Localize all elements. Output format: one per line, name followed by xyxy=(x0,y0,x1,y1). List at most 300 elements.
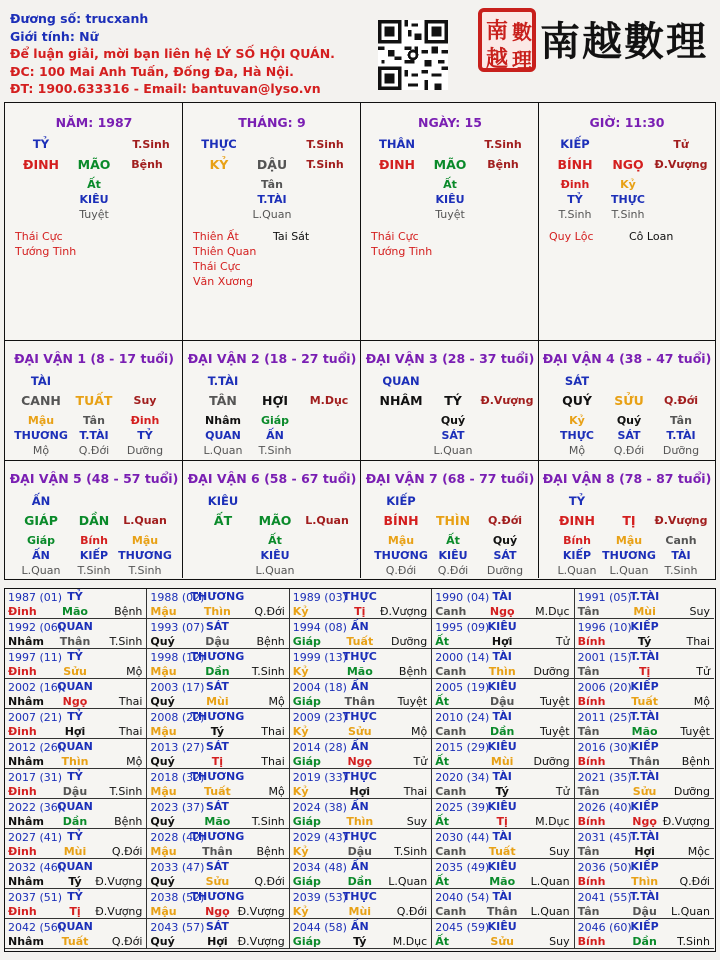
year-state: Q.Đới xyxy=(679,875,710,888)
pillar-state: T.Sinh xyxy=(306,158,344,171)
year-cell xyxy=(575,619,714,649)
hidden-state: T.Sinh xyxy=(664,564,698,577)
hidden-god: ẤN xyxy=(266,429,284,442)
hidden-state: Dưỡng xyxy=(486,564,524,577)
year-branch: Thân xyxy=(59,635,91,648)
year-cell xyxy=(575,799,714,829)
pillar-god: THỰC xyxy=(201,137,237,151)
hidden-stem: Mậu xyxy=(615,534,643,547)
year-stem: Tân xyxy=(577,665,600,678)
year-stem: Tân xyxy=(577,725,600,738)
year-branch: Tuất xyxy=(346,635,374,648)
year-label: 1988 (02) xyxy=(150,591,205,604)
year-cell xyxy=(147,769,289,799)
year-branch: Tuất xyxy=(631,695,658,708)
annual-luck-table xyxy=(4,588,716,952)
hidden-state: Q.Đới xyxy=(385,564,417,577)
star-note: Thái Cực xyxy=(371,230,419,243)
year-stem: Kỷ xyxy=(292,845,309,858)
dai-van-title: ĐẠI VẬN 6 (58 - 67 tuổi) xyxy=(187,471,357,486)
year-branch: Mùi xyxy=(63,845,87,858)
year-label: 2030 (44) xyxy=(435,831,490,844)
year-cell xyxy=(147,889,289,919)
year-branch: Mùi xyxy=(206,695,229,708)
year-stem: Kỷ xyxy=(292,905,309,918)
year-state: Thai xyxy=(686,635,710,648)
year-cell xyxy=(5,619,147,649)
hidden-state: L.Quan xyxy=(255,564,295,577)
pillar-title: NĂM: 1987 xyxy=(55,115,133,130)
pillar-god: KIẾP xyxy=(560,137,590,151)
year-cell xyxy=(5,679,147,709)
year-state: Q.Đới xyxy=(254,605,285,618)
year-ten-god: SÁT xyxy=(205,800,229,813)
year-label: 2029 (43) xyxy=(292,831,347,844)
year-ten-god: T.TÀI xyxy=(629,710,660,723)
year-stem: Giáp xyxy=(292,635,321,648)
year-stem: Quý xyxy=(150,695,175,708)
year-stem: Canh xyxy=(435,845,467,858)
year-stem: Bính xyxy=(577,815,606,828)
year-branch: Dậu xyxy=(62,785,88,798)
year-cell xyxy=(5,709,147,739)
hidden-stem: Ất xyxy=(446,534,460,547)
year-ten-god: THƯƠNG xyxy=(190,830,245,843)
year-branch: Thân xyxy=(629,755,660,768)
year-cell xyxy=(290,889,432,919)
year-ten-god: KIẾP xyxy=(630,680,659,693)
year-ten-god: KIÊU xyxy=(487,860,517,873)
year-cell xyxy=(432,889,574,919)
year-stem: Nhâm xyxy=(8,815,44,828)
year-branch: Sửu xyxy=(632,785,657,798)
dai-van-title: ĐẠI VẬN 4 (38 - 47 tuổi) xyxy=(542,351,712,366)
year-ten-god: THỰC xyxy=(342,710,377,723)
header-info xyxy=(10,10,335,98)
hidden-state: L.Quan xyxy=(433,444,473,457)
year-cell xyxy=(5,739,147,769)
year-stem: Ất xyxy=(435,815,449,828)
year-state: Thai xyxy=(261,725,285,738)
year-label: 2007 (21) xyxy=(8,711,63,724)
year-ten-god: TỶ xyxy=(67,770,83,783)
year-cell xyxy=(575,679,714,709)
year-stem: Bính xyxy=(577,635,606,648)
year-state: Tử xyxy=(555,785,570,798)
year-branch: Hợi xyxy=(491,635,513,648)
pillar-can: KỶ xyxy=(209,157,229,172)
year-ten-god: KIÊU xyxy=(487,620,517,633)
year-label: 2016 (30) xyxy=(577,741,632,754)
star-note: Thái Cực xyxy=(193,260,241,273)
year-cell xyxy=(147,679,289,709)
hidden-god: THỰC xyxy=(611,193,645,206)
year-label: 2036 (50) xyxy=(577,861,632,874)
year-cell xyxy=(575,829,714,859)
year-ten-god: THỰC xyxy=(342,590,377,603)
hidden-state: L.Quan xyxy=(21,564,61,577)
year-ten-god: KIẾP xyxy=(630,620,659,633)
year-branch: Tị xyxy=(211,755,224,768)
year-label: 2001 (15) xyxy=(577,651,632,664)
year-ten-god: QUAN xyxy=(57,860,93,873)
year-branch: Thân xyxy=(486,905,518,918)
year-stem: Kỷ xyxy=(292,665,309,678)
year-state: L.Quan xyxy=(530,905,570,918)
hidden-god: T.TÀI xyxy=(257,193,287,206)
star-note: Thái Cực xyxy=(15,230,63,243)
year-stem: Đinh xyxy=(8,725,37,738)
pillar-title: GIỜ: 11:30 xyxy=(589,115,665,130)
year-branch: Tị xyxy=(69,905,81,918)
year-ten-god: SÁT xyxy=(205,680,229,693)
year-label: 2003 (17) xyxy=(150,681,205,694)
pillar-can: BÍNH xyxy=(557,157,593,172)
hidden-stem: Quý xyxy=(616,414,642,427)
year-state: Dưỡng xyxy=(533,755,570,768)
year-cell xyxy=(575,769,714,799)
year-cell xyxy=(575,889,714,919)
year-ten-god: KIẾP xyxy=(630,860,659,873)
year-state: Bệnh xyxy=(256,635,285,648)
hidden-stem: Kỷ xyxy=(620,178,636,191)
dai-van-god: T.TÀI xyxy=(207,374,239,388)
year-ten-god: T.TÀI xyxy=(629,830,660,843)
year-branch: Dần xyxy=(347,875,372,888)
year-ten-god: QUAN xyxy=(57,800,93,813)
year-stem: Canh xyxy=(435,905,467,918)
hidden-god: THƯƠNG xyxy=(602,549,656,562)
year-branch: Mão xyxy=(489,875,516,888)
hidden-state: T.Sinh xyxy=(128,564,162,577)
dai-van-god: QUAN xyxy=(382,374,420,388)
pillar-can: ĐINH xyxy=(22,157,60,172)
year-branch: Mão xyxy=(62,605,88,618)
year-state: Q.Đới xyxy=(254,875,285,888)
year-label: 2045 (59) xyxy=(435,921,490,934)
year-stem: Bính xyxy=(577,875,606,888)
phone-email: ĐT: 1900.633316 - Email: bantuvan@lyso.vn xyxy=(10,81,321,96)
year-label: 2046 (60) xyxy=(577,921,632,934)
year-branch: Thìn xyxy=(346,815,374,828)
hidden-god: TỶ xyxy=(137,429,153,442)
year-cell xyxy=(5,919,147,949)
year-label: 1987 (01) xyxy=(8,591,63,604)
year-ten-god: QUAN xyxy=(57,920,93,933)
hidden-god: KIÊU xyxy=(435,193,465,206)
year-stem: Đinh xyxy=(8,845,37,858)
dai-van-chi: TỊ xyxy=(622,513,636,528)
dai-van-chi: SỬU xyxy=(614,393,644,408)
year-branch: Tị xyxy=(354,605,366,618)
year-label: 2038 (52) xyxy=(150,891,205,904)
year-label: 1997 (11) xyxy=(8,651,63,664)
hidden-state: Q.Đới xyxy=(613,444,645,457)
year-label: 2009 (23) xyxy=(292,711,347,724)
year-label: 2041 (55) xyxy=(577,891,632,904)
star-note: Thiên Quan xyxy=(193,245,257,258)
year-stem: Quý xyxy=(150,635,175,648)
year-cell xyxy=(5,589,147,619)
year-state: Q.Đới xyxy=(111,935,143,948)
year-state: L.Quan xyxy=(671,905,710,918)
year-branch: Sửu xyxy=(348,725,372,738)
year-stem: Quý xyxy=(150,755,175,768)
year-ten-god: THƯƠNG xyxy=(190,590,245,603)
hidden-stem: Ất xyxy=(87,178,101,191)
hidden-god: KIÊU xyxy=(438,549,468,562)
year-state: T.Sinh xyxy=(251,815,285,828)
year-state: Thai xyxy=(118,695,143,708)
year-ten-god: TỶ xyxy=(67,650,83,663)
year-label: 2000 (14) xyxy=(435,651,490,664)
hidden-state: Tuyệt xyxy=(79,208,109,221)
pillar-state: Đ.Vượng xyxy=(654,158,708,171)
year-label: 2002 (16) xyxy=(8,681,63,694)
hidden-state: L.Quan xyxy=(252,208,292,221)
year-state: Bệnh xyxy=(681,755,710,768)
hidden-god: KIẾP xyxy=(562,549,592,562)
year-stem: Mậu xyxy=(150,785,177,798)
year-label: 2040 (54) xyxy=(435,891,490,904)
hidden-state: Mộ xyxy=(568,444,586,457)
year-state: Thai xyxy=(261,755,285,768)
contact-invite: Để luận giải, mời bạn liên hệ LÝ SỐ HỘI QUÁN. xyxy=(10,46,335,61)
year-branch: Sửu xyxy=(490,935,514,948)
year-label: 2022 (36) xyxy=(8,801,63,814)
year-ten-god: TÀI xyxy=(492,590,512,603)
year-label: 1994 (08) xyxy=(292,621,347,634)
address: ĐC: 100 Mai Anh Tuấn, Đống Đa, Hà Nội. xyxy=(10,63,294,79)
year-stem: Canh xyxy=(435,605,467,618)
year-branch: Dậu xyxy=(205,635,230,648)
year-branch: Mão xyxy=(204,815,231,828)
year-branch: Tuất xyxy=(61,935,89,948)
year-stem: Bính xyxy=(577,695,606,708)
year-cell xyxy=(290,679,432,709)
year-state: Dưỡng xyxy=(391,635,428,648)
pillar-hour xyxy=(539,103,715,341)
hidden-state: L.Quan xyxy=(203,444,243,457)
year-state: Đ.Vượng xyxy=(237,935,285,948)
hidden-state: T.Sinh xyxy=(258,444,292,457)
pillar-ts: T.Sinh xyxy=(484,138,522,151)
year-ten-god: THỰC xyxy=(342,830,377,843)
dai-van-state: Q.Đới xyxy=(663,394,699,407)
year-ten-god: THƯƠNG xyxy=(190,650,245,663)
year-branch: Mùi xyxy=(633,605,656,618)
hidden-state: L.Quan xyxy=(609,564,649,577)
year-cell xyxy=(575,709,714,739)
year-ten-god: TÀI xyxy=(492,710,512,723)
year-label: 1995 (09) xyxy=(435,621,490,634)
year-branch: Tý xyxy=(353,935,367,948)
year-ten-god: SÁT xyxy=(205,920,229,933)
year-ten-god: TÀI xyxy=(492,830,512,843)
gender: Giới tính: Nữ xyxy=(10,28,99,44)
year-cell xyxy=(575,859,714,889)
year-cell xyxy=(290,709,432,739)
pillar-ts: Tử xyxy=(673,138,689,151)
year-branch: Dần xyxy=(62,815,88,828)
year-cell xyxy=(5,649,147,679)
year-stem: Ất xyxy=(435,875,449,888)
year-state: T.Sinh xyxy=(677,935,710,948)
year-branch: Mùi xyxy=(348,905,372,918)
year-ten-god: TỶ xyxy=(67,890,83,903)
year-state: Bệnh xyxy=(398,665,428,678)
dai-van-god: TÀI xyxy=(30,374,52,388)
year-branch: Dần xyxy=(489,725,515,738)
year-state: Bệnh xyxy=(114,815,143,828)
year-state: Suy xyxy=(689,605,710,618)
year-cell xyxy=(290,769,432,799)
year-ten-god: THƯƠNG xyxy=(190,890,245,903)
pillar-day xyxy=(361,103,539,341)
year-label: 2017 (31) xyxy=(8,771,63,784)
pillar-chi: MÃO xyxy=(77,157,111,172)
year-stem: Tân xyxy=(577,905,600,918)
star-note: Quy Lộc xyxy=(549,230,594,243)
year-stem: Tân xyxy=(577,785,600,798)
year-state: Thai xyxy=(118,725,143,738)
year-stem: Canh xyxy=(435,725,467,738)
year-state: T.Sinh xyxy=(394,845,428,858)
year-stem: Canh xyxy=(435,665,467,678)
year-stem: Nhâm xyxy=(8,635,44,648)
year-ten-god: KIẾP xyxy=(630,920,659,933)
year-stem: Nhâm xyxy=(8,935,44,948)
year-ten-god: THỰC xyxy=(342,890,377,903)
year-label: 1992 (06) xyxy=(8,621,63,634)
brand-title: 南越數理 xyxy=(540,18,708,65)
year-label: 2019 (33) xyxy=(292,771,347,784)
pillar-month xyxy=(183,103,361,341)
year-ten-god: KIẾP xyxy=(630,800,659,813)
year-state: Dưỡng xyxy=(673,785,710,798)
year-label: 2013 (27) xyxy=(150,741,205,754)
year-state: Mộ xyxy=(268,785,285,798)
year-branch: Dậu xyxy=(632,905,657,918)
year-branch: Dần xyxy=(205,665,230,678)
pillar-ts: T.Sinh xyxy=(132,138,170,151)
year-label: 2035 (49) xyxy=(435,861,490,874)
year-stem: Mậu xyxy=(150,845,177,858)
hidden-god: THƯƠNG xyxy=(374,549,428,562)
year-cell xyxy=(5,799,147,829)
star-notes xyxy=(371,229,432,259)
year-branch: Ngọ xyxy=(347,755,373,768)
year-label: 2004 (18) xyxy=(292,681,347,694)
year-state: Q.Đới xyxy=(396,905,428,918)
year-cell xyxy=(575,649,714,679)
year-cell xyxy=(432,709,574,739)
year-ten-god: KIÊU xyxy=(487,680,517,693)
hidden-stem: Nhâm xyxy=(205,414,241,427)
year-branch: Thìn xyxy=(631,875,659,888)
hidden-stem: Canh xyxy=(665,534,697,547)
dai-van-state: L.Quan xyxy=(123,514,167,527)
year-stem: Đinh xyxy=(8,605,37,618)
hidden-stem: Tân xyxy=(83,414,105,427)
year-label: 2023 (37) xyxy=(150,801,205,814)
hidden-stem: Quý xyxy=(440,414,466,427)
year-label: 2015 (29) xyxy=(435,741,490,754)
year-cell xyxy=(147,799,289,829)
hidden-state: Mộ xyxy=(32,444,50,457)
year-stem: Nhâm xyxy=(8,755,44,768)
year-state: Bệnh xyxy=(256,845,285,858)
year-label: 1999 (13) xyxy=(292,651,347,664)
hidden-stem: Tân xyxy=(670,414,692,427)
year-stem: Mậu xyxy=(150,905,177,918)
year-cell xyxy=(290,589,432,619)
chart-grid xyxy=(4,102,716,580)
year-branch: Tý xyxy=(210,725,225,738)
year-branch: Ngọ xyxy=(205,905,230,918)
year-branch: Sửu xyxy=(205,875,230,888)
year-branch: Dậu xyxy=(489,695,515,708)
hidden-stem: Đinh xyxy=(560,178,590,191)
year-label: 1989 (03) xyxy=(292,591,347,604)
year-branch: Tị xyxy=(638,665,651,678)
year-state: Đ.Vượng xyxy=(379,605,428,618)
pillar-chi: DẬU xyxy=(256,157,288,172)
year-stem: Mậu xyxy=(150,725,177,738)
year-stem: Ất xyxy=(435,755,449,768)
year-branch: Sửu xyxy=(63,665,87,678)
year-cell xyxy=(290,649,432,679)
dai-van-state: Q.Đới xyxy=(487,514,523,527)
hidden-stem: Kỷ xyxy=(569,414,585,427)
dai-van-can: GIÁP xyxy=(24,513,58,528)
dai-van-cell xyxy=(5,341,183,461)
year-label: 2044 (58) xyxy=(292,921,347,934)
year-state: Mộ xyxy=(126,665,143,678)
year-label: 2021 (35) xyxy=(577,771,632,784)
year-stem: Giáp xyxy=(292,695,321,708)
year-branch: Tuất xyxy=(488,845,516,858)
year-label: 1991 (05) xyxy=(577,591,632,604)
hidden-stem: Mậu xyxy=(387,534,415,547)
dai-van-can: NHÂM xyxy=(379,393,423,408)
year-cell xyxy=(147,739,289,769)
year-label: 2014 (28) xyxy=(292,741,347,754)
hidden-god: KIÊU xyxy=(79,193,109,206)
year-label: 2031 (45) xyxy=(577,831,632,844)
hidden-stem: Bính xyxy=(80,534,108,547)
dai-van-god: ẤN xyxy=(31,494,51,508)
year-stem: Giáp xyxy=(292,755,321,768)
year-label: 2005 (19) xyxy=(435,681,490,694)
year-state: Tử xyxy=(413,755,428,768)
dai-van-chi: TÝ xyxy=(444,393,462,408)
year-stem: Mậu xyxy=(150,665,177,678)
year-ten-god: ẤN xyxy=(350,680,369,693)
year-label: 1998 (12) xyxy=(150,651,205,664)
year-ten-god: QUAN xyxy=(57,620,93,633)
year-cell xyxy=(290,739,432,769)
dai-van-title: ĐẠI VẬN 8 (78 - 87 tuổi) xyxy=(542,471,712,486)
year-state: Tuyệt xyxy=(680,725,710,738)
year-label: 2042 (56) xyxy=(8,921,63,934)
year-branch: Mão xyxy=(631,725,658,738)
dai-van-god: KIÊU xyxy=(207,494,239,508)
year-label: 2028 (42) xyxy=(150,831,205,844)
year-label: 2008 (22) xyxy=(150,711,205,724)
year-label: 2043 (57) xyxy=(150,921,205,934)
year-cell xyxy=(432,799,574,829)
